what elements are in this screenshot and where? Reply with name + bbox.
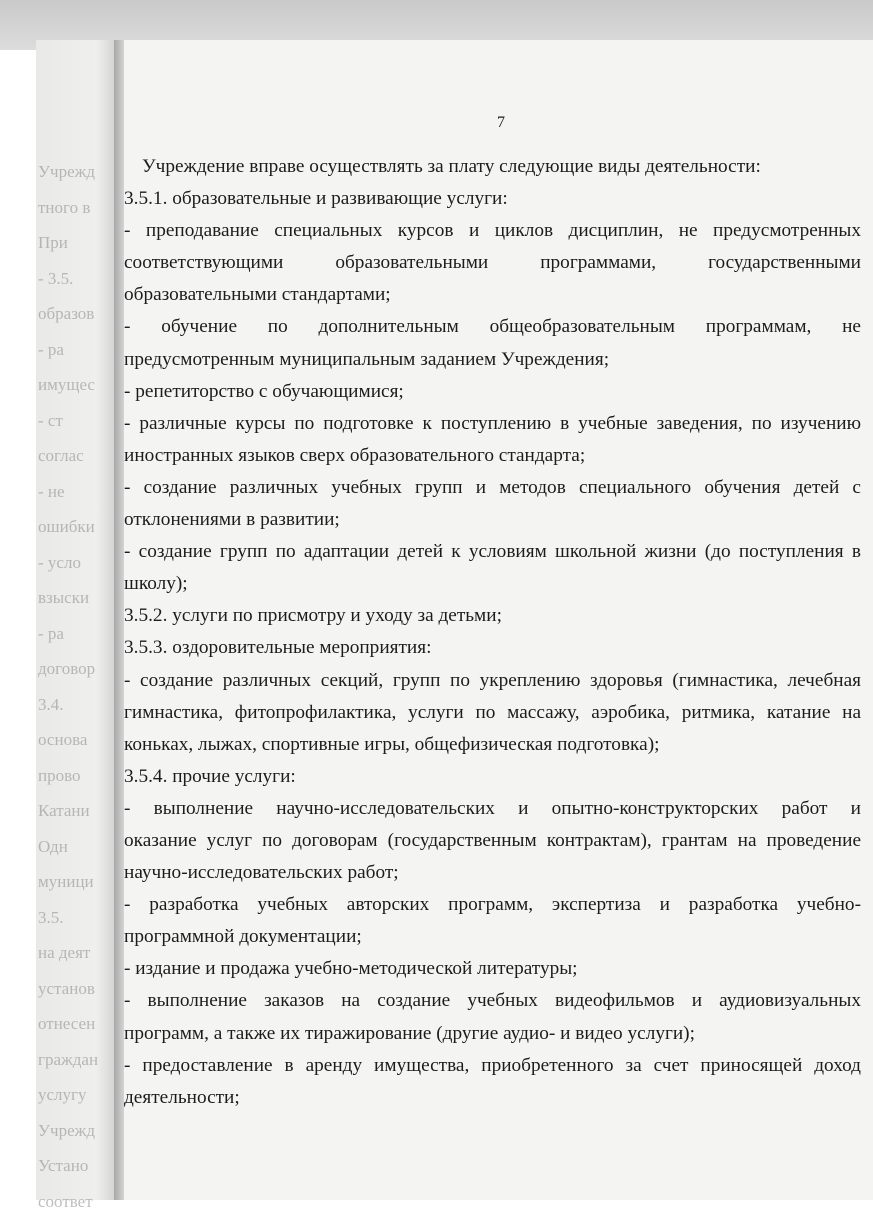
text-line: программ, а также их тиражирование (другие аудио- и видео услуги); — [124, 1022, 695, 1044]
previous-page-fragment: Одн — [38, 836, 68, 856]
page-fold-shadow — [114, 40, 124, 1200]
previous-page-fragment: 3.5. — [38, 907, 64, 927]
previous-page-fragment: - ра — [38, 623, 64, 643]
text-line: научно-исследовательских работ; — [124, 862, 399, 884]
previous-page-fragment: Катани — [38, 801, 90, 820]
text-line: - обучение по дополнительным общеобразовательным программам, не — [124, 316, 861, 338]
text-line: иностранных языков сверх образовательного стандарта; — [124, 444, 586, 466]
previous-page-fragment: Учрежд — [38, 1120, 96, 1140]
text-line: - создание групп по адаптации детей к условиям школьной жизни (до поступления в — [124, 541, 861, 563]
previous-page-fragment: установ — [38, 978, 95, 998]
previous-page-fragment: тного в — [38, 197, 91, 217]
text-line: Учреждение вправе осуществлять за плату следующие виды деятельности: — [142, 156, 761, 177]
text-line: 3.5.2. услуги по присмотру и уходу за детьми; — [124, 605, 502, 627]
previous-page-fragment: договор — [38, 659, 96, 678]
text-line: - репетиторство с обучающимися; — [124, 380, 404, 402]
text-line: - создание различных секций, групп по укреплению здоровья (гимнастика, лечебная — [124, 669, 861, 691]
text-line: программной документации; — [124, 926, 362, 948]
text-line: коньках, лыжах, спортивные игры, общефизическая подготовка); — [124, 733, 660, 755]
previous-page-fragment: соглас — [38, 446, 84, 465]
previous-page-fragment: основа — [38, 730, 88, 749]
text-line: - выполнение заказов на создание учебных видеофильмов и аудиовизуальных — [124, 990, 861, 1012]
previous-page-fragment: - ра — [38, 339, 64, 359]
text-line: предусмотренным муниципальным заданием Учреждения; — [124, 348, 610, 370]
text-line: 3.5.3. оздоровительные мероприятия: — [124, 637, 432, 659]
previous-page-fragment: муници — [38, 872, 94, 891]
text-line: - разработка учебных авторских программ, экспертиза и разработка учебно- — [124, 894, 861, 916]
previous-page-fragment: отнесен — [38, 1014, 96, 1033]
text-line: отклонениями в развитии; — [124, 509, 340, 531]
previous-page-fragment: соответ — [38, 1191, 93, 1211]
previous-page-fragment: на деят — [38, 943, 91, 962]
page-number: 7 — [497, 114, 505, 131]
previous-page-fragment: взыски — [38, 588, 90, 607]
text-line: 3.5.1. образовательные и развивающие услуги: — [124, 188, 508, 210]
text-line: образовательными стандартами; — [124, 284, 391, 306]
previous-page-strip — [36, 40, 122, 1211]
previous-page-fragment: 3.4. — [38, 694, 64, 714]
text-line: оказание услуг по договорам (государственным контрактам), грантам на проведение — [124, 829, 861, 851]
text-line: - предоставление в аренду имущества, приобретенного за счет приносящей доход — [124, 1054, 861, 1076]
text-line: - преподавание специальных курсов и циклов дисциплин, не предусмотренных — [124, 220, 861, 242]
text-line: деятельности; — [124, 1086, 240, 1108]
previous-page-fragment: ошибки — [38, 517, 95, 536]
previous-page-fragment: услугу — [38, 1085, 87, 1104]
text-line: 3.5.4. прочие услуги: — [124, 765, 296, 787]
text-line: - создание различных учебных групп и методов специального обучения детей с — [124, 476, 861, 498]
previous-page-fragment: Учрежд — [38, 162, 96, 181]
previous-page-fragment: граждан — [38, 1049, 99, 1069]
text-line: - издание и продажа учебно-методической литературы; — [124, 958, 578, 980]
previous-page-fragment: - усло — [38, 552, 81, 572]
text-line: школу); — [124, 573, 188, 595]
previous-page-fragment: - не — [38, 481, 65, 501]
previous-page-fragment: При — [38, 233, 68, 252]
previous-page-fragment: Устано — [38, 1156, 89, 1175]
previous-page-fragment: - ст — [38, 410, 63, 430]
text-line: - выполнение научно-исследовательских и опытно-конструкторских работ и — [124, 797, 861, 819]
document-body — [124, 151, 861, 1114]
previous-page-fragment: образов — [38, 304, 95, 323]
text-line: соответствующими образовательными программами, государственными — [124, 252, 861, 274]
text-line: - различные курсы по подготовке к поступлению в учебные заведения, по изучению — [124, 412, 861, 434]
previous-page-fragment: - 3.5. — [38, 268, 74, 288]
previous-page-fragment: имущес — [38, 375, 95, 394]
text-line: гимнастика, фитопрофилактика, услуги по массажу, аэробика, ритмика, катание на — [124, 701, 861, 723]
previous-page-fragment: прово — [38, 765, 81, 785]
